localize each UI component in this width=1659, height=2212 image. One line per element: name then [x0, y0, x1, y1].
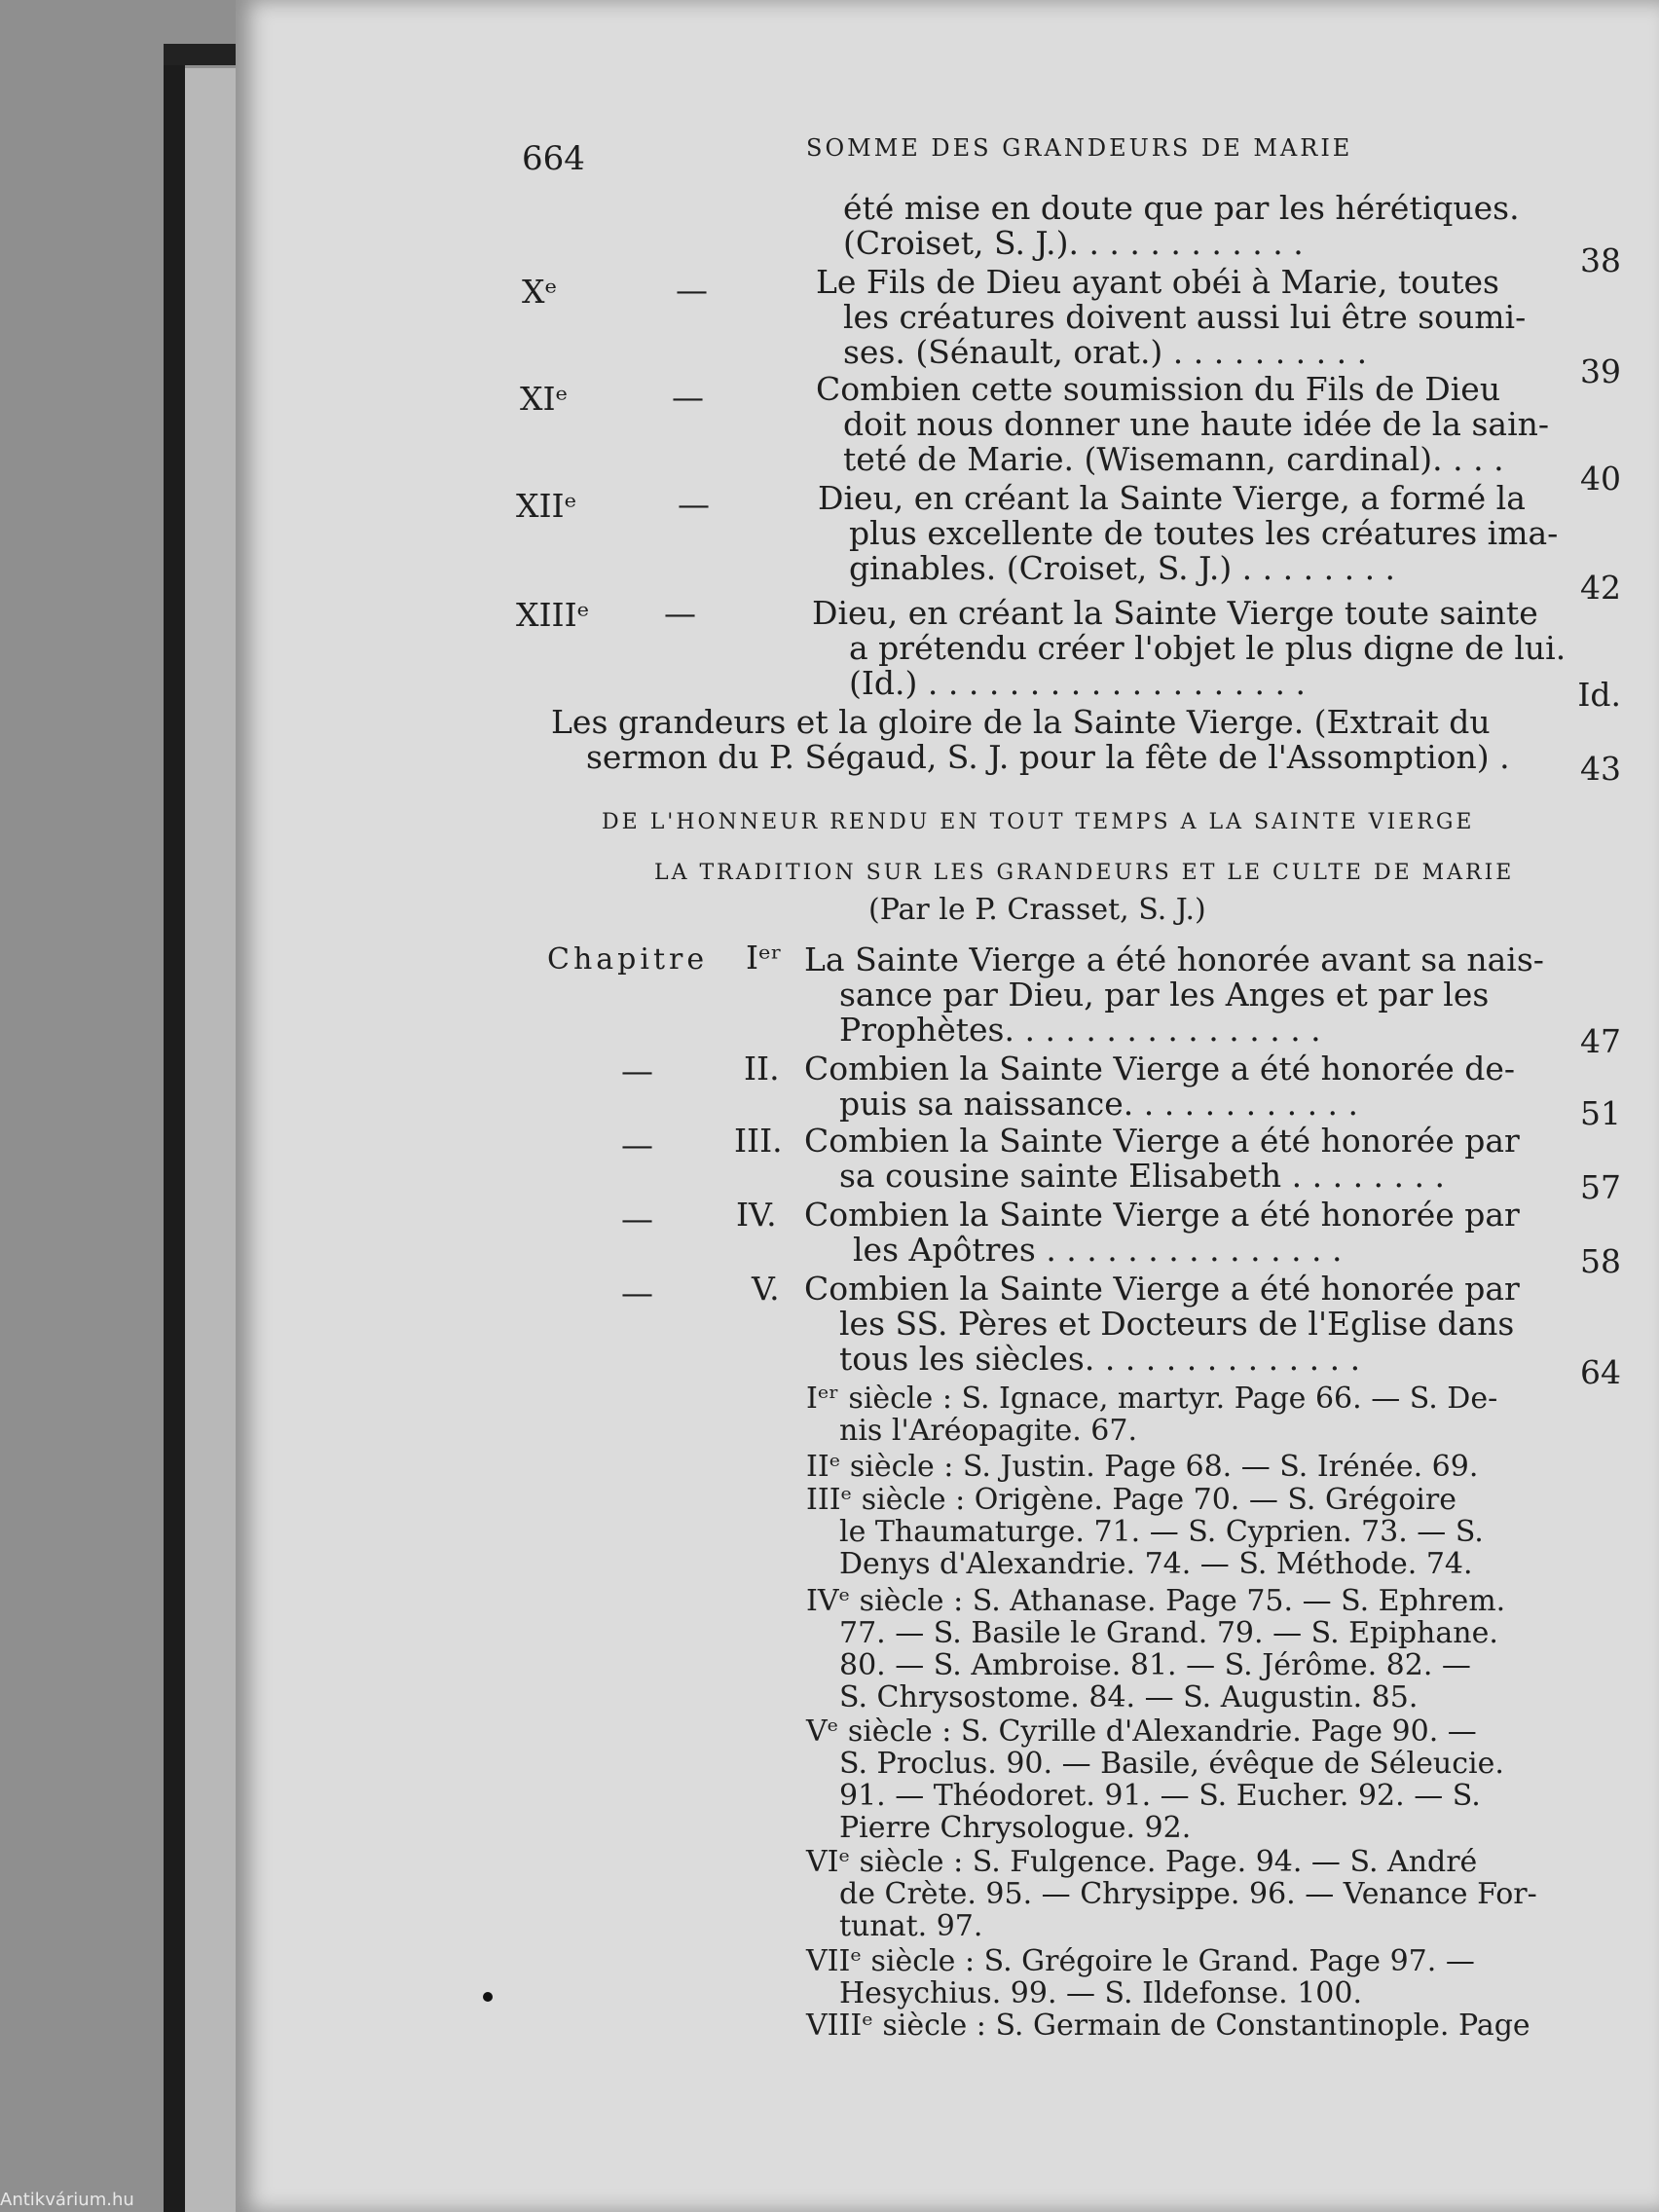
chapter-number: Iᵉʳ — [746, 939, 783, 977]
sermon-line: Les grandeurs et la gloire de la Sainte Vierge. (Extrait du — [551, 703, 1491, 741]
century-line: le Thaumaturge. 71. — S. Cyprien. 73. — S. — [839, 1515, 1484, 1549]
entry-dash: — — [672, 378, 704, 416]
page-ref: 64 — [1580, 1353, 1621, 1391]
page-edge — [185, 68, 236, 2212]
entry-line: (Id.) . . . . . . . . . . . . . . . . . . . — [849, 664, 1307, 702]
chapter-number: III. — [734, 1122, 783, 1160]
century-line: nis l'Aréopagite. 67. — [839, 1414, 1137, 1448]
page-ref: 38 — [1580, 241, 1621, 279]
century-line: 77. — S. Basile le Grand. 79. — S. Epiphane. — [839, 1616, 1498, 1650]
section-title: DE L'HONNEUR RENDU EN TOUT TEMPS A LA SAINTE VIERGE — [602, 810, 1475, 834]
chapter-line: les Apôtres . . . . . . . . . . . . . . . — [853, 1231, 1343, 1269]
chapter-line: Combien la Sainte Vierge a été honorée par — [804, 1270, 1520, 1308]
entry-roman: XIIIᵉ — [516, 596, 590, 634]
page-ref: 43 — [1580, 750, 1621, 788]
century-line: S. Proclus. 90. — Basile, évêque de Séleucie. — [839, 1747, 1504, 1781]
century-line: VIIIᵉ siècle : S. Germain de Constantinople. Page — [806, 2009, 1530, 2043]
entry-line: ginables. (Croiset, S. J.) . . . . . . . . — [849, 549, 1396, 587]
chapter-number: IV. — [736, 1196, 777, 1234]
entry-line: plus excellente de toutes les créatures ima- — [849, 514, 1559, 552]
chapter-line: Combien la Sainte Vierge a été honorée de- — [804, 1050, 1516, 1088]
page-ref: 39 — [1580, 352, 1621, 390]
entry-dash: — — [678, 485, 710, 523]
page-ref: 40 — [1580, 460, 1621, 498]
century-line: Hesychius. 99. — S. Ildefonse. 100. — [839, 1976, 1363, 2010]
running-title: SOMME DES GRANDEURS DE MARIE — [806, 134, 1353, 162]
chapter-dash: — — [621, 1199, 653, 1237]
century-line: 91. — Théodoret. 91. — S. Eucher. 92. — S. — [839, 1779, 1481, 1813]
century-line: 80. — S. Ambroise. 81. — S. Jérôme. 82. — — [839, 1648, 1471, 1682]
chapter-dash: — — [621, 1125, 653, 1163]
chapter-line: sa cousine sainte Elisabeth . . . . . . . . — [839, 1157, 1445, 1195]
century-line: Iᵉʳ siècle : S. Ignace, martyr. Page 66. — S. De- — [806, 1382, 1498, 1416]
book-spine — [164, 44, 185, 2212]
century-line: Denys d'Alexandrie. 74. — S. Méthode. 74. — [839, 1547, 1473, 1581]
century-line: IVᵉ siècle : S. Athanase. Page 75. — S. Ephrem. — [806, 1584, 1506, 1618]
century-line: tunat. 97. — [839, 1909, 983, 1943]
chapter-line: sance par Dieu, par les Anges et par les — [839, 976, 1490, 1014]
entry-line: teté de Marie. (Wisemann, cardinal). . . . — [843, 440, 1504, 478]
century-line: VIIᵉ siècle : S. Grégoire le Grand. Page 97. — — [806, 1944, 1475, 1978]
section-subtitle: LA TRADITION SUR LES GRANDEURS ET LE CULTE DE MARIE — [654, 861, 1515, 885]
century-line: de Crète. 95. — Chrysippe. 96. — Venance For- — [839, 1877, 1537, 1911]
century-line: Pierre Chrysologue. 92. — [839, 1811, 1192, 1845]
chapter-number: II. — [744, 1050, 780, 1088]
chapter-line: La Sainte Vierge a été honorée avant sa nais- — [804, 940, 1544, 978]
entry-line: a prétendu créer l'objet le plus digne de lui. — [849, 629, 1567, 667]
century-line: VIᵉ siècle : S. Fulgence. Page. 94. — S. André — [806, 1845, 1478, 1879]
page-ref: 47 — [1580, 1022, 1621, 1060]
entry-roman: Xᵉ — [522, 273, 558, 311]
entry-roman: XIIᵉ — [516, 487, 577, 525]
chapter-line: puis sa naissance. . . . . . . . . . . . — [839, 1085, 1359, 1123]
entry-line: Dieu, en créant la Sainte Vierge, a formé la — [818, 479, 1526, 517]
sermon-line: sermon du P. Ségaud, S. J. pour la fête de l'Assomption) . — [586, 738, 1510, 776]
century-line: IIIᵉ siècle : Origène. Page 70. — S. Grégoire — [806, 1483, 1456, 1517]
chapter-line: Combien la Sainte Vierge a été honorée par — [804, 1196, 1520, 1234]
entry-dash: — — [676, 271, 708, 309]
entry-line: Dieu, en créant la Sainte Vierge toute sainte — [812, 594, 1538, 632]
entry-line: ses. (Sénault, orat.) . . . . . . . . . . — [843, 333, 1368, 371]
page-ref: 51 — [1580, 1094, 1621, 1132]
book-cover-corner — [164, 44, 241, 65]
page-ref: 58 — [1580, 1242, 1621, 1280]
ink-speck — [483, 1992, 493, 2002]
chapter-number: V. — [752, 1270, 780, 1308]
entry-line: les créatures doivent aussi lui être soumi- — [843, 298, 1527, 336]
entry-line: Combien cette soumission du Fils de Dieu — [816, 370, 1501, 408]
section-author: (Par le P. Crasset, S. J.) — [868, 893, 1206, 927]
page-ref: 42 — [1580, 569, 1621, 607]
entry-dash: — — [664, 594, 696, 632]
entry-line: doit nous donner une haute idée de la sain- — [843, 405, 1550, 443]
chapter-line: Combien la Sainte Vierge a été honorée par — [804, 1122, 1520, 1160]
century-line: S. Chrysostome. 84. — S. Augustin. 85. — [839, 1680, 1419, 1714]
page-ref: 57 — [1580, 1168, 1621, 1206]
entry-roman: XIᵉ — [520, 380, 569, 418]
entry-line: (Croiset, S. J.). . . . . . . . . . . . — [843, 224, 1304, 262]
entry-line: été mise en doute que par les hérétiques. — [843, 189, 1520, 227]
chapter-dash: — — [621, 1051, 653, 1089]
century-line: Vᵉ siècle : S. Cyrille d'Alexandrie. Page 90. — — [806, 1714, 1477, 1749]
watermark: Antikvárium.hu — [0, 2190, 134, 2210]
chapter-line: tous les siècles. . . . . . . . . . . . . . — [839, 1340, 1361, 1378]
page-number: 664 — [522, 139, 585, 178]
chapter-line: les SS. Pères et Docteurs de l'Eglise dans — [839, 1305, 1515, 1343]
entry-line: Le Fils de Dieu ayant obéi à Marie, toutes — [816, 263, 1499, 301]
chapter-line: Prophètes. . . . . . . . . . . . . . . . — [839, 1011, 1321, 1049]
chapter-dash: — — [621, 1273, 653, 1311]
chapter-label: Chapitre — [547, 942, 709, 977]
century-line: IIᵉ siècle : S. Justin. Page 68. — S. Irénée. 69. — [806, 1450, 1479, 1484]
page-ref: Id. — [1577, 676, 1621, 714]
